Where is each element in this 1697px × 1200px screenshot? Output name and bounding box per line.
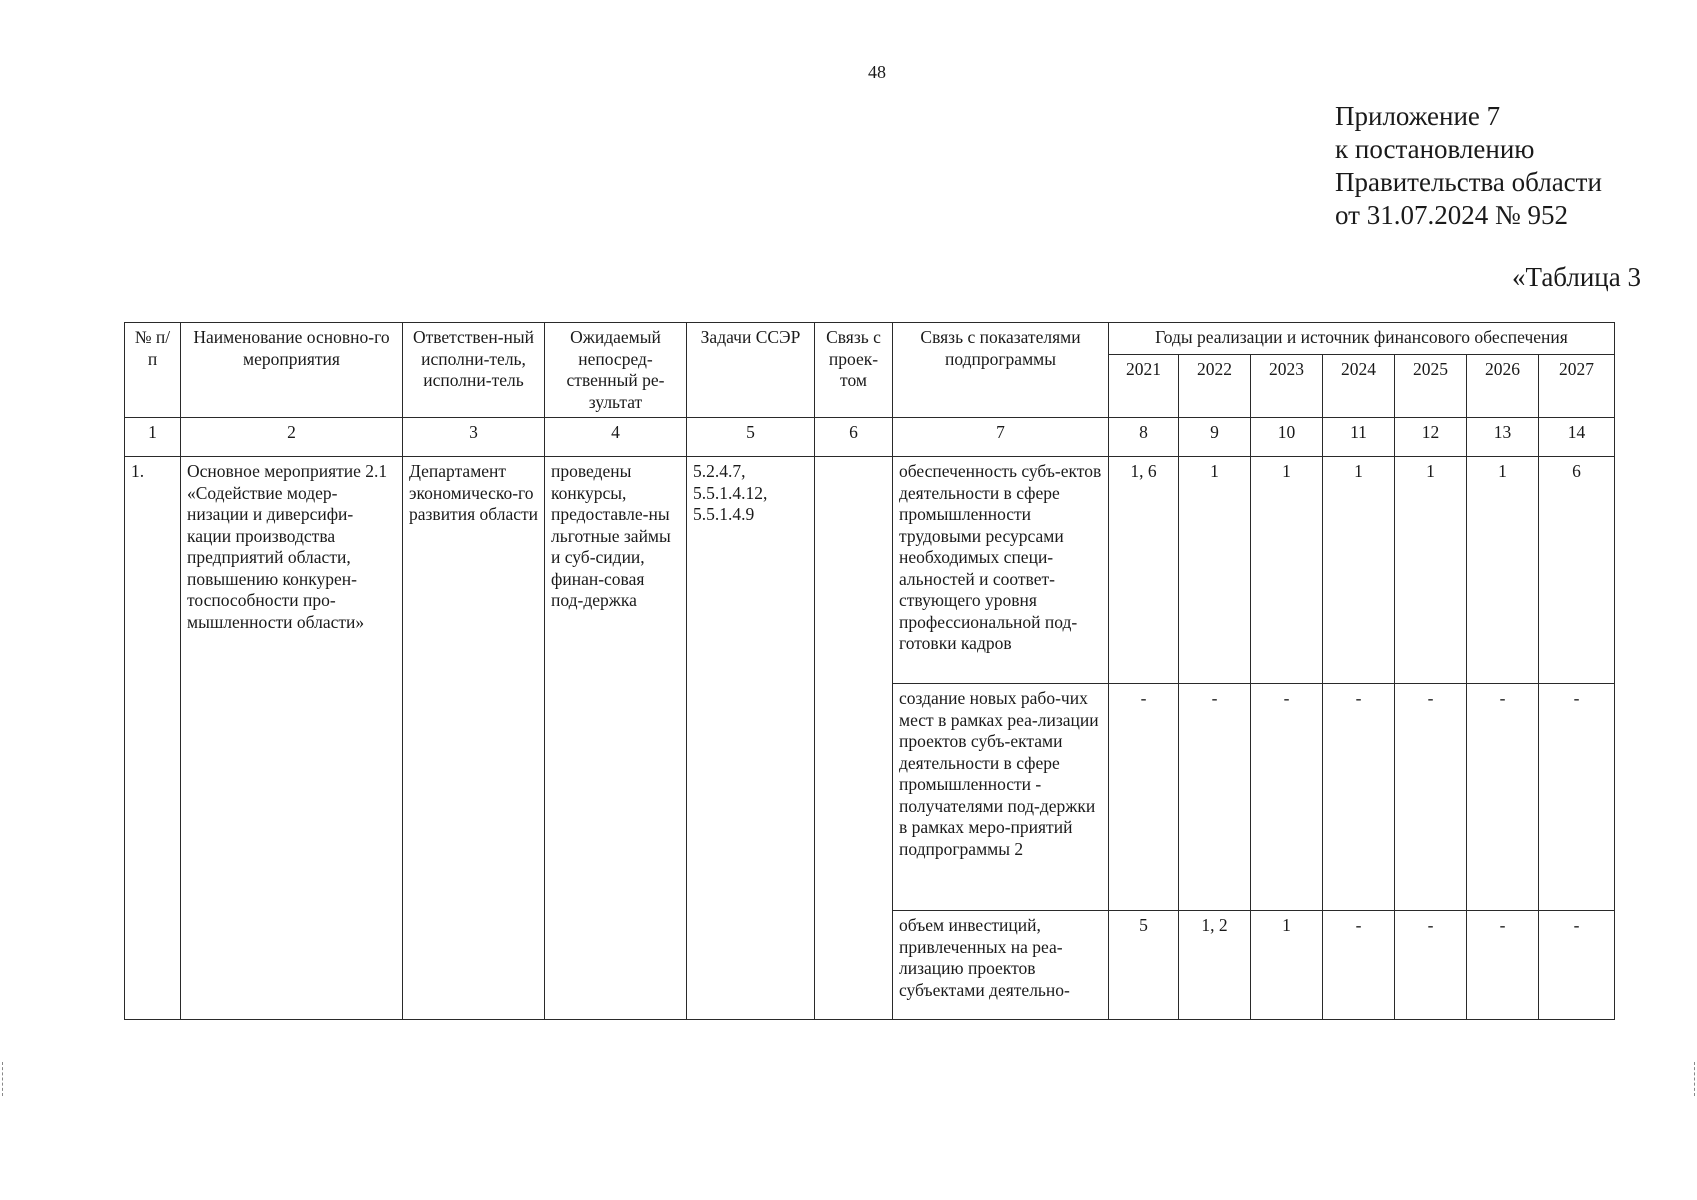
indicator-value: - xyxy=(1467,684,1539,911)
indicator-value: 5 xyxy=(1109,911,1179,1020)
column-number: 5 xyxy=(687,418,815,457)
column-number: 1 xyxy=(125,418,181,457)
header-year: 2021 xyxy=(1109,355,1179,418)
column-number: 7 xyxy=(893,418,1109,457)
indicator-value: - xyxy=(1539,684,1615,911)
column-number: 13 xyxy=(1467,418,1539,457)
indicator-value: - xyxy=(1251,684,1323,911)
indicator-value: 1 xyxy=(1323,457,1395,684)
column-number: 3 xyxy=(403,418,545,457)
header-result: Ожидаемый непосред-ственный ре-зультат xyxy=(545,323,687,418)
header-year: 2022 xyxy=(1179,355,1251,418)
column-number: 10 xyxy=(1251,418,1323,457)
header-year: 2024 xyxy=(1323,355,1395,418)
indicator-text: обеспеченность субъ-ектов деятельности в сфере промышленности трудовыми ресурсами необходимых специ-альностей и соответ-ствующего уровня профессиональной под-готовки кадров xyxy=(893,457,1109,684)
indicator-value: - xyxy=(1467,911,1539,1020)
column-number: 11 xyxy=(1323,418,1395,457)
indicator-value: - xyxy=(1395,911,1467,1020)
header-years-group: Годы реализации и источник финансового обеспечения xyxy=(1109,323,1615,355)
appendix-heading xyxy=(1335,100,1602,232)
scan-edge-mark xyxy=(1694,1062,1696,1096)
table-row xyxy=(125,457,1615,684)
appendix-line: Приложение 7 xyxy=(1335,101,1501,131)
indicator-value: - xyxy=(1539,911,1615,1020)
column-number-row xyxy=(125,418,1615,457)
indicator-value: 1 xyxy=(1179,457,1251,684)
responsible-executor: Департамент экономическо-го развития области xyxy=(403,457,545,1020)
page-number: 48 xyxy=(868,62,886,82)
column-number: 9 xyxy=(1179,418,1251,457)
indicator-value: 1 xyxy=(1395,457,1467,684)
row-number: 1. xyxy=(125,457,181,1020)
header-executor: Ответствен-ный исполни-тель, исполни-тель xyxy=(403,323,545,418)
header-row xyxy=(125,323,1615,355)
table-caption: «Таблица 3 xyxy=(1512,262,1641,292)
measures-table xyxy=(124,322,1615,1020)
expected-result: проведены конкурсы, предоставле-ны льготные займы и суб-сидии, финан-совая под-держка xyxy=(545,457,687,1020)
project-link xyxy=(815,457,893,1020)
scan-edge-mark xyxy=(2,1062,4,1096)
header-year: 2023 xyxy=(1251,355,1323,418)
indicator-value: 1 xyxy=(1251,911,1323,1020)
header-project: Связь с проек-том xyxy=(815,323,893,418)
indicator-value: 6 xyxy=(1539,457,1615,684)
column-number: 8 xyxy=(1109,418,1179,457)
header-year: 2026 xyxy=(1467,355,1539,418)
column-number: 2 xyxy=(181,418,403,457)
column-number: 6 xyxy=(815,418,893,457)
appendix-line: Правительства области xyxy=(1335,167,1602,197)
indicator-value: - xyxy=(1179,684,1251,911)
indicator-value: - xyxy=(1395,684,1467,911)
indicator-text: создание новых рабо-чих мест в рамках реа-лизации проектов субъ-ектами деятельности в сфере промышленности - получателями под-держки в рамках меро-приятий подпрограммы 2 xyxy=(893,684,1109,911)
header-activity: Наименование основно-го мероприятия xyxy=(181,323,403,418)
header-year: 2025 xyxy=(1395,355,1467,418)
header-number: № п/п xyxy=(125,323,181,418)
column-number: 14 xyxy=(1539,418,1615,457)
appendix-line: к постановлению xyxy=(1335,134,1535,164)
indicator-value: 1 xyxy=(1467,457,1539,684)
header-indicators: Связь с показателями подпрограммы xyxy=(893,323,1109,418)
column-number: 4 xyxy=(545,418,687,457)
sser-tasks: 5.2.4.7, 5.5.1.4.12, 5.5.1.4.9 xyxy=(687,457,815,1020)
indicator-value: - xyxy=(1323,911,1395,1020)
header-year: 2027 xyxy=(1539,355,1615,418)
indicator-value: 1, 6 xyxy=(1109,457,1179,684)
indicator-value: 1, 2 xyxy=(1179,911,1251,1020)
indicator-value: - xyxy=(1109,684,1179,911)
header-tasks: Задачи ССЭР xyxy=(687,323,815,418)
indicator-value: 1 xyxy=(1251,457,1323,684)
column-number: 12 xyxy=(1395,418,1467,457)
indicator-value: - xyxy=(1323,684,1395,911)
activity-name: Основное мероприятие 2.1 «Содействие модер-низации и диверсифи-кации производства предприятий области, повышению конкурен-тоспособности про-мышленности области» xyxy=(181,457,403,1020)
appendix-line: от 31.07.2024 № 952 xyxy=(1335,200,1568,230)
indicator-text: объем инвестиций, привлеченных на реа-лизацию проектов субъектами деятельно- xyxy=(893,911,1109,1020)
